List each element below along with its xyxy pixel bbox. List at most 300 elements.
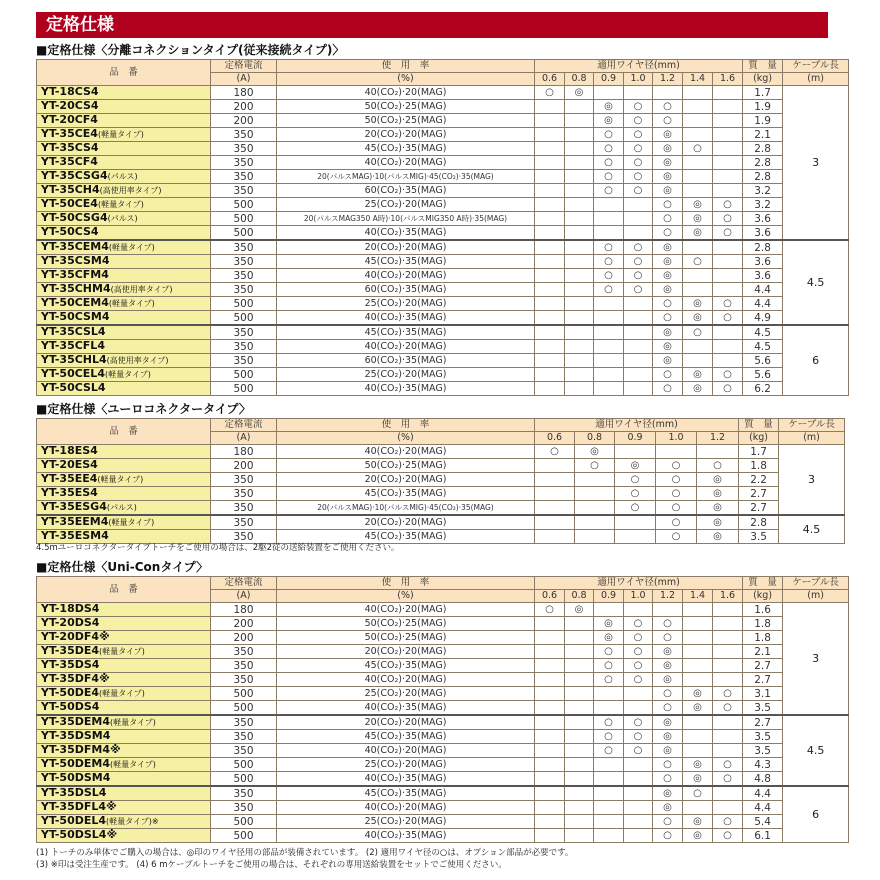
wire-compat-mark <box>683 240 713 255</box>
wire-compat-mark: ◎ <box>683 815 713 829</box>
table-row <box>37 786 849 801</box>
rated-current: 500 <box>211 758 277 772</box>
wire-compat-mark <box>535 459 575 473</box>
wire-compat-mark: ◎ <box>653 142 683 156</box>
wire-compat-mark <box>713 744 743 758</box>
part-number-cell <box>37 297 211 311</box>
header-wire-size: 0.9 <box>615 432 656 445</box>
wire-compat-mark <box>683 645 713 659</box>
wire-compat-mark <box>594 603 624 617</box>
mass-value: 3.2 <box>743 198 783 212</box>
mass-value: 6.1 <box>743 829 783 843</box>
wire-compat-mark: ◎ <box>697 473 739 487</box>
part-number: YT-35CFL4 <box>41 339 105 352</box>
part-variant: (軽量タイプ)※ <box>106 817 159 826</box>
part-number-cell <box>37 198 211 212</box>
wire-compat-mark <box>713 325 743 340</box>
rated-current: 350 <box>211 801 277 815</box>
wire-compat-mark: ○ <box>594 744 624 758</box>
wire-compat-mark <box>565 730 594 744</box>
table-row <box>37 730 849 744</box>
wire-compat-mark <box>683 730 713 744</box>
rated-current: 350 <box>211 730 277 744</box>
wire-compat-mark: ○ <box>624 659 653 673</box>
wire-compat-mark <box>683 354 713 368</box>
wire-compat-mark <box>653 86 683 100</box>
wire-compat-mark <box>565 142 594 156</box>
rated-current: 350 <box>211 128 277 142</box>
wire-compat-mark <box>594 311 624 326</box>
wire-compat-mark <box>624 86 653 100</box>
wire-compat-mark: ○ <box>594 645 624 659</box>
header-wire-size: 1.6 <box>713 590 743 603</box>
table-row <box>37 829 849 843</box>
part-number: YT-50DEM4 <box>41 757 110 770</box>
part-number-cell <box>37 368 211 382</box>
duty-cycle: 25(CO₂)·20(MAG) <box>277 297 535 311</box>
mass-value: 4.5 <box>743 340 783 354</box>
wire-compat-mark <box>615 515 656 530</box>
wire-compat-mark <box>535 368 565 382</box>
duty-cycle: 20(CO₂)·20(MAG) <box>277 645 535 659</box>
mass-value: 1.6 <box>743 603 783 617</box>
wire-compat-mark: ○ <box>656 487 697 501</box>
rated-current: 350 <box>211 744 277 758</box>
wire-compat-mark <box>624 226 653 241</box>
part-number-cell <box>37 603 211 617</box>
wire-compat-mark: ○ <box>624 114 653 128</box>
mass-value: 2.8 <box>743 156 783 170</box>
wire-compat-mark: ○ <box>713 758 743 772</box>
wire-compat-mark: ○ <box>656 473 697 487</box>
wire-compat-mark <box>535 142 565 156</box>
wire-compat-mark <box>594 297 624 311</box>
part-number: YT-20CF4 <box>41 113 98 126</box>
wire-compat-mark <box>713 255 743 269</box>
part-number: YT-18ES4 <box>41 444 98 457</box>
table-row <box>37 240 849 255</box>
wire-compat-mark <box>624 603 653 617</box>
part-number-cell <box>37 311 211 326</box>
mass-value: 1.9 <box>743 114 783 128</box>
part-number: YT-20DF4※ <box>41 630 110 643</box>
wire-compat-mark <box>683 283 713 297</box>
wire-compat-mark: ○ <box>624 617 653 631</box>
mass-value: 2.7 <box>739 501 779 516</box>
wire-compat-mark <box>713 715 743 730</box>
wire-compat-mark: ○ <box>624 283 653 297</box>
wire-compat-mark <box>535 325 565 340</box>
wire-compat-mark <box>565 631 594 645</box>
part-number: YT-35CE4 <box>41 127 98 140</box>
duty-cycle: 20(CO₂)·20(MAG) <box>277 715 535 730</box>
header-mass-unit: (kg) <box>743 590 783 603</box>
part-number: YT-50CSG4 <box>41 211 108 224</box>
mass-value: 3.6 <box>743 269 783 283</box>
part-number-cell <box>37 382 211 396</box>
wire-compat-mark <box>615 530 656 544</box>
rated-current: 500 <box>211 297 277 311</box>
duty-cycle: 45(CO₂)·35(MAG) <box>277 730 535 744</box>
part-number-cell <box>37 645 211 659</box>
wire-compat-mark: ◎ <box>683 198 713 212</box>
wire-compat-mark <box>565 212 594 226</box>
header-rate-unit: (%) <box>277 432 535 445</box>
mass-value: 1.7 <box>743 86 783 100</box>
duty-cycle: 50(CO₂)·25(MAG) <box>277 459 535 473</box>
wire-compat-mark <box>565 297 594 311</box>
table-row <box>37 515 845 530</box>
duty-cycle: 40(CO₂)·20(MAG) <box>277 269 535 283</box>
wire-compat-mark <box>535 156 565 170</box>
part-number-cell <box>37 786 211 801</box>
header-rated-current: 定格電流 <box>211 577 277 590</box>
wire-compat-mark <box>594 340 624 354</box>
wire-compat-mark: ○ <box>683 786 713 801</box>
duty-cycle: 60(CO₂)·35(MAG) <box>277 354 535 368</box>
duty-cycle: 40(CO₂)·35(MAG) <box>277 701 535 716</box>
mass-value: 3.5 <box>743 701 783 716</box>
table-row <box>37 128 849 142</box>
mass-value: 3.5 <box>743 744 783 758</box>
wire-compat-mark <box>565 772 594 787</box>
wire-compat-mark: ◎ <box>683 701 713 716</box>
wire-compat-mark <box>575 473 615 487</box>
table-row <box>37 815 849 829</box>
wire-compat-mark <box>535 815 565 829</box>
wire-compat-mark: ◎ <box>653 354 683 368</box>
spec-table-euro-connector <box>36 418 845 544</box>
wire-compat-mark <box>535 758 565 772</box>
part-variant: (軽量タイプ) <box>97 475 144 484</box>
wire-compat-mark <box>683 100 713 114</box>
rated-current: 350 <box>211 283 277 297</box>
rated-current: 500 <box>211 311 277 326</box>
wire-compat-mark <box>683 340 713 354</box>
wire-compat-mark: ○ <box>713 701 743 716</box>
mass-value: 1.8 <box>743 631 783 645</box>
wire-compat-mark <box>535 114 565 128</box>
wire-compat-mark <box>624 325 653 340</box>
wire-compat-mark: ○ <box>624 645 653 659</box>
header-wire-size: 1.4 <box>683 73 713 86</box>
duty-cycle: 40(CO₂)·20(MAG) <box>277 673 535 687</box>
part-number: YT-35ESG4 <box>41 500 107 513</box>
part-number: YT-35EEM4 <box>41 515 109 528</box>
table-row <box>37 715 849 730</box>
wire-compat-mark <box>624 311 653 326</box>
wire-compat-mark <box>594 829 624 843</box>
wire-compat-mark: ○ <box>653 368 683 382</box>
wire-compat-mark <box>535 311 565 326</box>
wire-compat-mark: ◎ <box>653 255 683 269</box>
part-number: YT-35EE4 <box>41 472 98 485</box>
table-row <box>37 114 849 128</box>
wire-compat-mark <box>565 198 594 212</box>
wire-compat-mark <box>594 815 624 829</box>
wire-compat-mark: ◎ <box>594 617 624 631</box>
wire-compat-mark <box>535 226 565 241</box>
spec-table-separate-connection <box>36 59 849 396</box>
wire-compat-mark <box>594 701 624 716</box>
wire-compat-mark <box>565 382 594 396</box>
part-variant: (軽量タイプ) <box>109 718 156 727</box>
part-number: YT-35CSM4 <box>41 254 110 267</box>
wire-compat-mark <box>535 184 565 198</box>
part-number-cell <box>37 673 211 687</box>
mass-value: 2.8 <box>743 142 783 156</box>
rated-current: 500 <box>211 687 277 701</box>
wire-compat-mark: ○ <box>624 142 653 156</box>
mass-value: 3.1 <box>743 687 783 701</box>
wire-compat-mark <box>535 297 565 311</box>
part-number: YT-35CHM4 <box>41 282 111 295</box>
mass-value: 2.8 <box>743 240 783 255</box>
part-number: YT-50CE4 <box>41 197 98 210</box>
wire-compat-mark: ○ <box>653 198 683 212</box>
wire-compat-mark <box>565 354 594 368</box>
part-number-cell <box>37 240 211 255</box>
wire-compat-mark: ○ <box>594 269 624 283</box>
table-row <box>37 487 845 501</box>
header-current-unit: (A) <box>211 590 277 603</box>
header-part-number: 品 番 <box>37 60 211 86</box>
wire-compat-mark <box>565 114 594 128</box>
wire-compat-mark <box>565 701 594 716</box>
wire-compat-mark: ○ <box>653 815 683 829</box>
wire-compat-mark <box>713 786 743 801</box>
part-number-cell <box>37 687 211 701</box>
duty-cycle: 45(CO₂)·35(MAG) <box>277 786 535 801</box>
table-row <box>37 354 849 368</box>
part-number: YT-35ES4 <box>41 486 98 499</box>
wire-compat-mark <box>594 198 624 212</box>
part-number-cell <box>37 617 211 631</box>
wire-compat-mark: ◎ <box>653 170 683 184</box>
wire-compat-mark: ○ <box>713 226 743 241</box>
wire-compat-mark <box>624 687 653 701</box>
wire-compat-mark: ○ <box>624 631 653 645</box>
rated-current: 350 <box>211 269 277 283</box>
wire-compat-mark <box>713 128 743 142</box>
wire-compat-mark: ◎ <box>594 114 624 128</box>
wire-compat-mark <box>683 128 713 142</box>
wire-compat-mark: ◎ <box>683 687 713 701</box>
wire-compat-mark: ○ <box>624 269 653 283</box>
duty-cycle: 20(CO₂)·20(MAG) <box>277 473 535 487</box>
table-row <box>37 283 849 297</box>
duty-cycle: 50(CO₂)·25(MAG) <box>277 631 535 645</box>
wire-compat-mark: ○ <box>594 142 624 156</box>
wire-compat-mark <box>535 198 565 212</box>
header-mass: 質 量 <box>739 419 779 432</box>
wire-compat-mark <box>683 631 713 645</box>
mass-value: 2.2 <box>739 473 779 487</box>
wire-compat-mark <box>624 815 653 829</box>
mass-value: 3.5 <box>743 730 783 744</box>
table-row <box>37 382 849 396</box>
part-number-cell <box>37 815 211 829</box>
duty-cycle: 60(CO₂)·35(MAG) <box>277 283 535 297</box>
header-rated-current: 定格電流 <box>211 419 277 432</box>
wire-compat-mark: ○ <box>535 86 565 100</box>
rated-current: 350 <box>211 659 277 673</box>
table-row <box>37 100 849 114</box>
wire-compat-mark: ◎ <box>565 603 594 617</box>
header-rate-unit: (%) <box>277 73 535 86</box>
duty-cycle: 45(CO₂)·35(MAG) <box>277 530 535 544</box>
mass-value: 4.5 <box>743 325 783 340</box>
part-number-cell <box>37 114 211 128</box>
part-variant: (軽量タイプ) <box>108 518 155 527</box>
header-part-number: 品 番 <box>37 419 211 445</box>
wire-compat-mark <box>713 801 743 815</box>
wire-compat-mark <box>535 283 565 297</box>
wire-compat-mark: ○ <box>653 758 683 772</box>
section-title-text: ■定格仕様〈Uni-Conタイプ〉 <box>36 560 209 574</box>
duty-cycle: 45(CO₂)·35(MAG) <box>277 325 535 340</box>
wire-compat-mark: ○ <box>594 730 624 744</box>
wire-compat-mark <box>535 659 565 673</box>
wire-compat-mark <box>565 170 594 184</box>
part-number: YT-35DS4 <box>41 658 100 671</box>
wire-compat-mark <box>575 530 615 544</box>
part-number-cell <box>37 772 211 787</box>
header-cable-unit: (m) <box>783 73 849 86</box>
part-number-cell <box>37 515 211 530</box>
header-wire-diameter: 適用ワイヤ径(mm) <box>535 60 743 73</box>
wire-compat-mark: ○ <box>656 515 697 530</box>
wire-compat-mark: ◎ <box>575 445 615 459</box>
euro-connector-note: 4.5mユーロコネクタータイプトーチをご使用の場合は、2駆2従の送給装置をご使用ください。 <box>36 543 400 553</box>
wire-compat-mark: ○ <box>594 128 624 142</box>
wire-compat-mark: ◎ <box>653 240 683 255</box>
wire-compat-mark: ◎ <box>683 368 713 382</box>
rated-current: 350 <box>211 673 277 687</box>
duty-cycle: 25(CO₂)·20(MAG) <box>277 758 535 772</box>
wire-compat-mark <box>535 170 565 184</box>
spec-table-unicon <box>36 576 849 843</box>
page-title: 定格仕様 <box>46 15 114 35</box>
wire-compat-mark: ○ <box>535 445 575 459</box>
part-number-cell <box>37 744 211 758</box>
wire-compat-mark <box>683 603 713 617</box>
wire-compat-mark <box>656 445 697 459</box>
wire-compat-mark: ◎ <box>653 269 683 283</box>
wire-compat-mark: ◎ <box>697 530 739 544</box>
table-row <box>37 603 849 617</box>
wire-compat-mark <box>535 128 565 142</box>
duty-cycle: 45(CO₂)·35(MAG) <box>277 659 535 673</box>
footnote-2: (3) ※印は受注生産です。 (4) 6 mケーブルトーチをご使用の場合は、それぞれの専用送給装置をセットでご使用ください。 <box>36 860 507 870</box>
part-number: YT-35DSM4 <box>41 729 111 742</box>
header-wire-size: 1.0 <box>656 432 697 445</box>
wire-compat-mark <box>575 501 615 516</box>
header-current-unit: (A) <box>211 432 277 445</box>
wire-compat-mark <box>594 786 624 801</box>
part-variant: (高使用率タイプ) <box>99 186 162 195</box>
mass-value: 3.6 <box>743 212 783 226</box>
part-variant: (軽量タイプ) <box>99 689 145 698</box>
wire-compat-mark <box>713 340 743 354</box>
header-wire-size: 1.0 <box>624 73 653 86</box>
wire-compat-mark <box>535 687 565 701</box>
part-number-cell <box>37 801 211 815</box>
table-row <box>37 184 849 198</box>
wire-compat-mark <box>624 354 653 368</box>
wire-compat-mark <box>535 501 575 516</box>
header-part-number: 品 番 <box>37 577 211 603</box>
wire-compat-mark: ○ <box>624 730 653 744</box>
header-duty-cycle: 使 用 率 <box>277 577 535 590</box>
footnote-1: (1) トーチのみ単体でご購入の場合は、◎印のワイヤ径用の部品が装備されています。 (2) 適用ワイヤ径の○は、オプション部品が必要です。 <box>36 848 574 858</box>
header-wire-diameter: 適用ワイヤ径(mm) <box>535 419 739 432</box>
part-number: YT-20DS4 <box>41 616 100 629</box>
part-number-cell <box>37 530 211 544</box>
wire-compat-mark <box>565 673 594 687</box>
table-row <box>37 701 849 716</box>
part-number: YT-35CS4 <box>41 141 99 154</box>
part-number-cell <box>37 142 211 156</box>
wire-compat-mark: ○ <box>683 255 713 269</box>
wire-compat-mark: ○ <box>624 673 653 687</box>
wire-compat-mark: ○ <box>653 617 683 631</box>
wire-compat-mark: ○ <box>594 184 624 198</box>
part-number-cell <box>37 459 211 473</box>
wire-compat-mark: ○ <box>624 156 653 170</box>
wire-compat-mark <box>624 701 653 716</box>
rated-current: 350 <box>211 515 277 530</box>
duty-cycle: 50(CO₂)·25(MAG) <box>277 114 535 128</box>
table-row <box>37 86 849 100</box>
table-row <box>37 325 849 340</box>
header-wire-size: 0.8 <box>565 73 594 86</box>
wire-compat-mark: ○ <box>624 744 653 758</box>
table-row <box>37 142 849 156</box>
cable-length: 3 <box>783 86 849 241</box>
table-row <box>37 631 849 645</box>
wire-compat-mark <box>535 673 565 687</box>
header-mass: 質 量 <box>743 577 783 590</box>
duty-cycle: 40(CO₂)·35(MAG) <box>277 829 535 843</box>
wire-compat-mark <box>565 829 594 843</box>
rated-current: 500 <box>211 829 277 843</box>
wire-compat-mark: ○ <box>653 631 683 645</box>
wire-compat-mark <box>713 114 743 128</box>
duty-cycle: 25(CO₂)·20(MAG) <box>277 687 535 701</box>
header-wire-size: 0.8 <box>575 432 615 445</box>
wire-compat-mark: ◎ <box>683 772 713 787</box>
part-number: YT-35CSL4 <box>41 325 106 338</box>
header-cable-length: ケーブル長 <box>779 419 845 432</box>
wire-compat-mark <box>594 687 624 701</box>
wire-compat-mark: ○ <box>653 829 683 843</box>
header-duty-cycle: 使 用 率 <box>277 419 535 432</box>
wire-compat-mark: ◎ <box>653 715 683 730</box>
wire-compat-mark: ○ <box>653 701 683 716</box>
mass-value: 4.4 <box>743 786 783 801</box>
wire-compat-mark: ◎ <box>683 212 713 226</box>
wire-compat-mark: ◎ <box>653 645 683 659</box>
mass-value: 1.7 <box>739 445 779 459</box>
part-number-cell <box>37 829 211 843</box>
wire-compat-mark <box>683 744 713 758</box>
mass-value: 2.1 <box>743 645 783 659</box>
wire-compat-mark <box>565 311 594 326</box>
wire-compat-mark: ○ <box>656 530 697 544</box>
wire-compat-mark: ◎ <box>683 382 713 396</box>
duty-cycle: 60(CO₂)·35(MAG) <box>277 184 535 198</box>
